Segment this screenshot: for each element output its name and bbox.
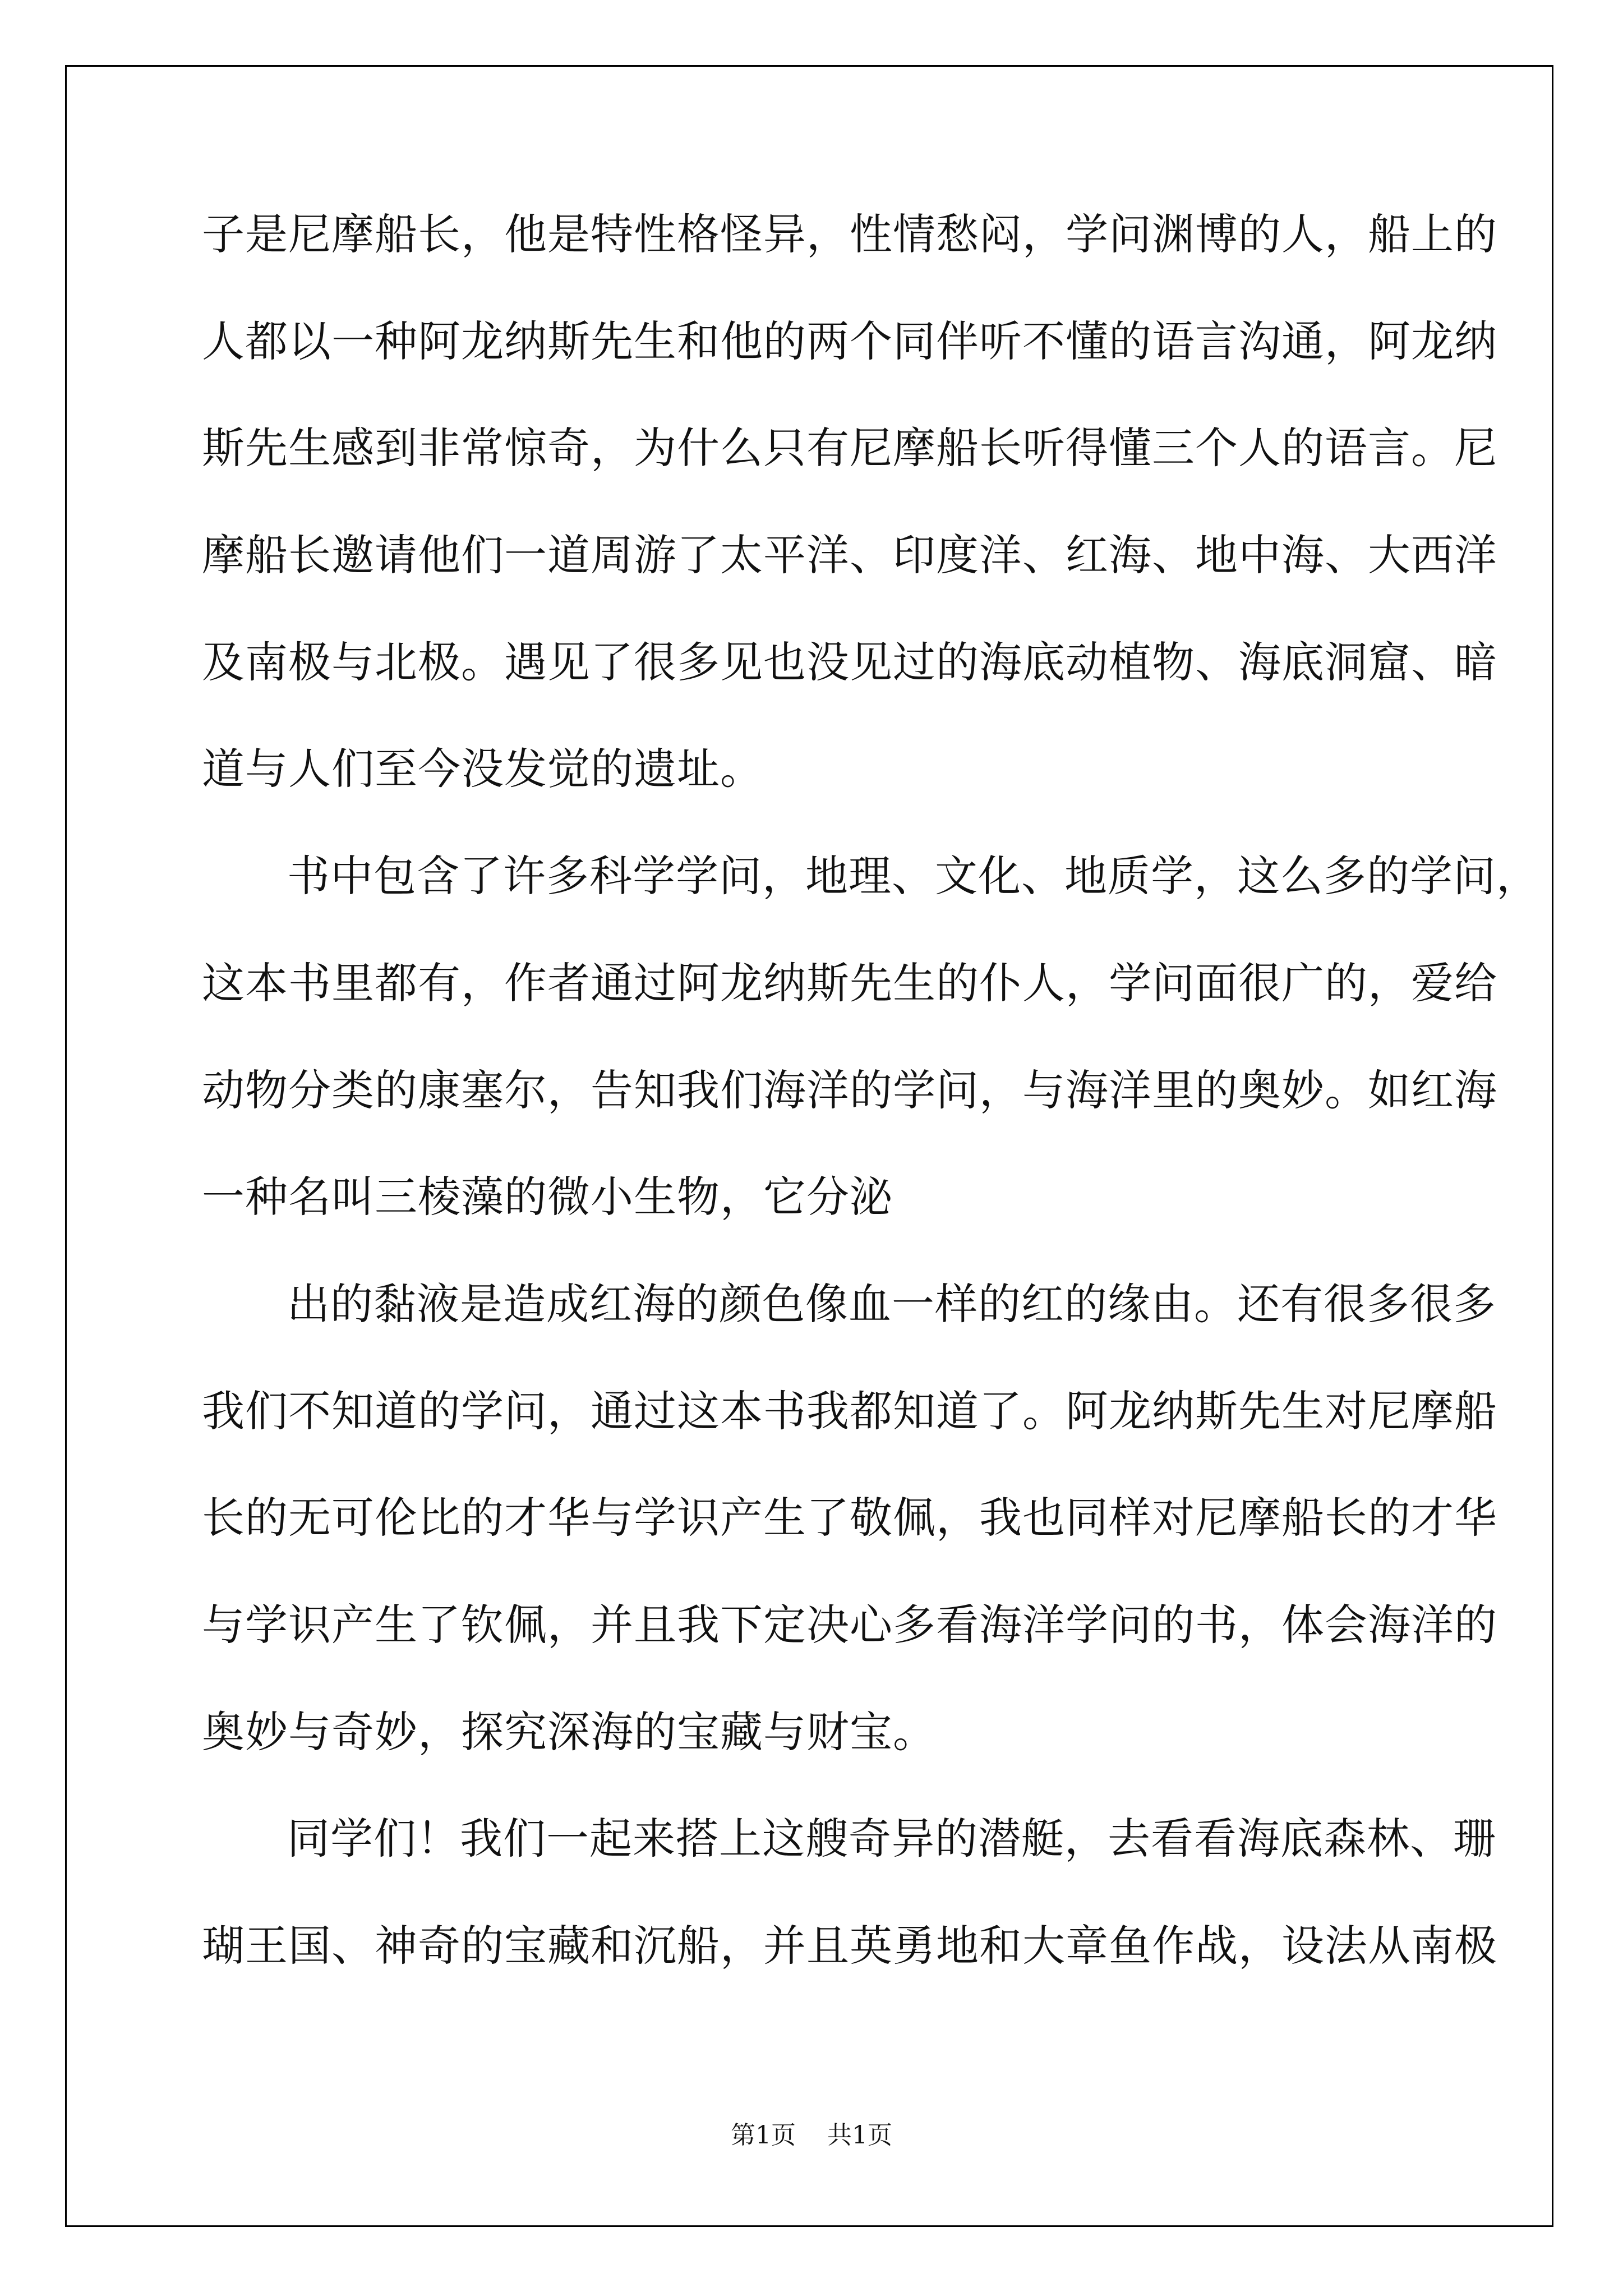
page-total: 共1页 [827, 2121, 892, 2150]
text-line: 这本书里都有，作者通过阿龙纳斯先生的仆人，学问面很广的，爱给 [202, 958, 1497, 1008]
text-line: 子是尼摩船长，他是特性格怪异，性情愁闷，学问渊博的人，船上的 [202, 209, 1497, 259]
text-line: 斯先生感到非常惊奇，为什么只有尼摩船长听得懂三个人的语言。尼 [202, 423, 1497, 473]
text-line: 我们不知道的学问，通过这本书我都知道了。阿龙纳斯先生对尼摩船 [202, 1386, 1497, 1436]
text-line: 长的无可伦比的才华与学识产生了敬佩，我也同样对尼摩船长的才华 [202, 1493, 1497, 1543]
footer-gap [796, 2121, 827, 2150]
text-line: 道与人们至今没发觉的遗址。 [202, 744, 763, 794]
text-line: 出的黏液是造成红海的颜色像血一样的红的缘由。还有很多很多 [287, 1278, 1496, 1329]
text-line: 奥妙与奇妙，探究深海的宝藏与财宝。 [202, 1706, 936, 1757]
text-line: 人都以一种阿龙纳斯先生和他的两个同伴听不懂的语言沟通，阿龙纳 [202, 316, 1497, 366]
text-line: 同学们！我们一起来搭上这艘奇异的潜艇，去看看海底森林、珊 [287, 1814, 1496, 1864]
text-line: 瑚王国、神奇的宝藏和沉船，并且英勇地和大章鱼作战，设法从南极 [202, 1921, 1497, 1971]
text-line: 一种名叫三棱藻的微小生物，它分泌 [202, 1172, 893, 1222]
page-number: 第1页 [731, 2121, 796, 2150]
page-footer [0, 2115, 1623, 2151]
text-line: 及南极与北极。遇见了很多见也没见过的海底动植物、海底洞窟、暗 [202, 637, 1497, 687]
text-line: 动物分类的康塞尔，告知我们海洋的学问，与海洋里的奥妙。如红海 [202, 1065, 1497, 1115]
text-line: 书中包含了许多科学学问，地理、文化、地质学，这么多的学问， [287, 851, 1539, 901]
text-line: 摩船长邀请他们一道周游了太平洋、印度洋、红海、地中海、大西洋 [202, 530, 1497, 581]
document-body [202, 209, 1539, 2032]
text-line: 与学识产生了钦佩，并且我下定决心多看海洋学问的书，体会海洋的 [202, 1599, 1497, 1650]
